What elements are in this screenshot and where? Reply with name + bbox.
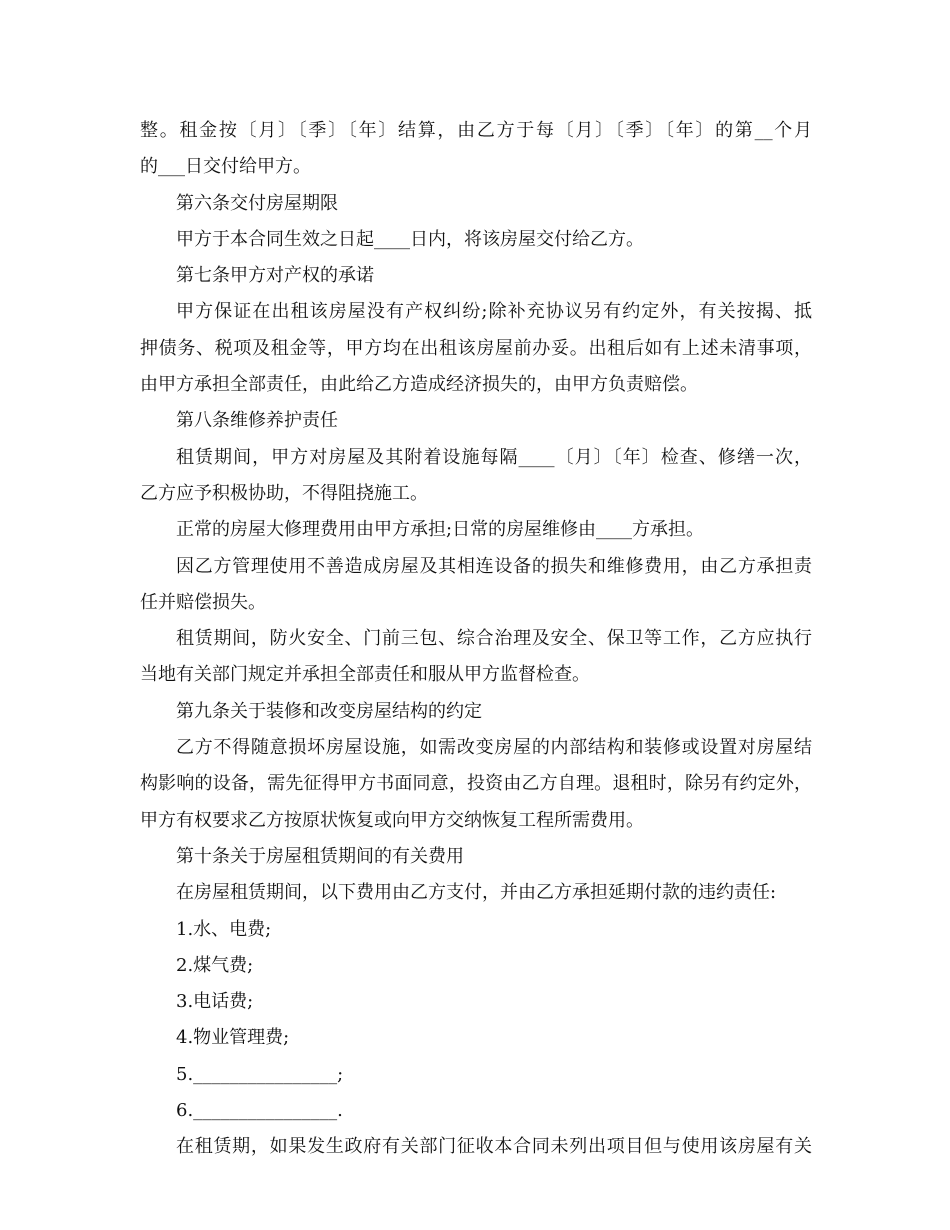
text-line-2: 的___日交付给甲方。 [140, 156, 311, 178]
text-line-20: 甲方有权要求乙方按原状恢复或向甲方交纳恢复工程所需费用。 [140, 809, 644, 831]
text-line-16: 当地有关部门规定并承担全部责任和服从甲方监督检查。 [140, 664, 590, 686]
text-line-18: 乙方不得随意损坏房屋设施，如需改变房屋的内部结构和装修或设置对房屋结 [176, 737, 812, 759]
text-line-26: 4.物业管理费; [176, 1027, 290, 1049]
text-line-15: 租赁期间，防火安全、门前三包、综合治理及安全、保卫等工作，乙方应执行 [176, 628, 812, 650]
text-line-1: 整。租金按〔月〕〔季〕〔年〕结算，由乙方于每〔月〕〔季〕〔年〕的第__个月 [140, 120, 812, 141]
text-line-6: 甲方保证在出租该房屋没有产权纠纷;除补充协议另有约定外，有关按揭、抵 [176, 301, 812, 323]
text-line-10: 租赁期间，甲方对房屋及其附着设施每隔____〔月〕〔年〕检查、修缮一次， [176, 446, 812, 468]
text-line-19: 构影响的设备，需先征得甲方书面同意，投资由乙方自理。退租时，除另有约定外， [140, 773, 812, 795]
text-line-29: 在租赁期，如果发生政府有关部门征收本合同未列出项目但与使用该房屋有关 [176, 1136, 812, 1158]
text-line-5: 第七条甲方对产权的承诺 [176, 265, 374, 287]
text-line-17: 第九条关于装修和改变房屋结构的约定 [176, 700, 482, 722]
text-line-7: 押债务、税项及租金等，甲方均在出租该房屋前办妥。出租后如有上述未清事项， [140, 337, 812, 359]
contract-body [140, 113, 812, 1166]
text-line-14: 任并赔偿损失。 [140, 591, 266, 613]
text-line-9: 第八条维修养护责任 [176, 410, 338, 432]
text-line-3: 第六条交付房屋期限 [176, 192, 338, 214]
text-line-25: 3.电话费; [176, 991, 254, 1013]
text-line-13: 因乙方管理使用不善造成房屋及其相连设备的损失和维修费用，由乙方承担责 [176, 555, 812, 577]
text-line-24: 2.煤气费; [176, 954, 254, 976]
text-line-27: 5.________________; [176, 1063, 344, 1085]
text-line-23: 1.水、电费; [176, 918, 272, 940]
text-line-12: 正常的房屋大修理费用由甲方承担;日常的房屋维修由____方承担。 [176, 519, 705, 541]
text-line-8: 由甲方承担全部责任，由此给乙方造成经济损失的，由甲方负责赔偿。 [140, 374, 698, 396]
text-line-28: 6.________________. [176, 1100, 343, 1122]
text-line-21: 第十条关于房屋租赁期间的有关费用 [176, 845, 464, 867]
text-line-4: 甲方于本合同生效之日起____日内，将该房屋交付给乙方。 [176, 228, 644, 250]
text-line-22: 在房屋租赁期间，以下费用由乙方支付，并由乙方承担延期付款的违约责任: [176, 882, 777, 904]
text-line-11: 乙方应予积极协助，不得阻挠施工。 [140, 482, 428, 504]
